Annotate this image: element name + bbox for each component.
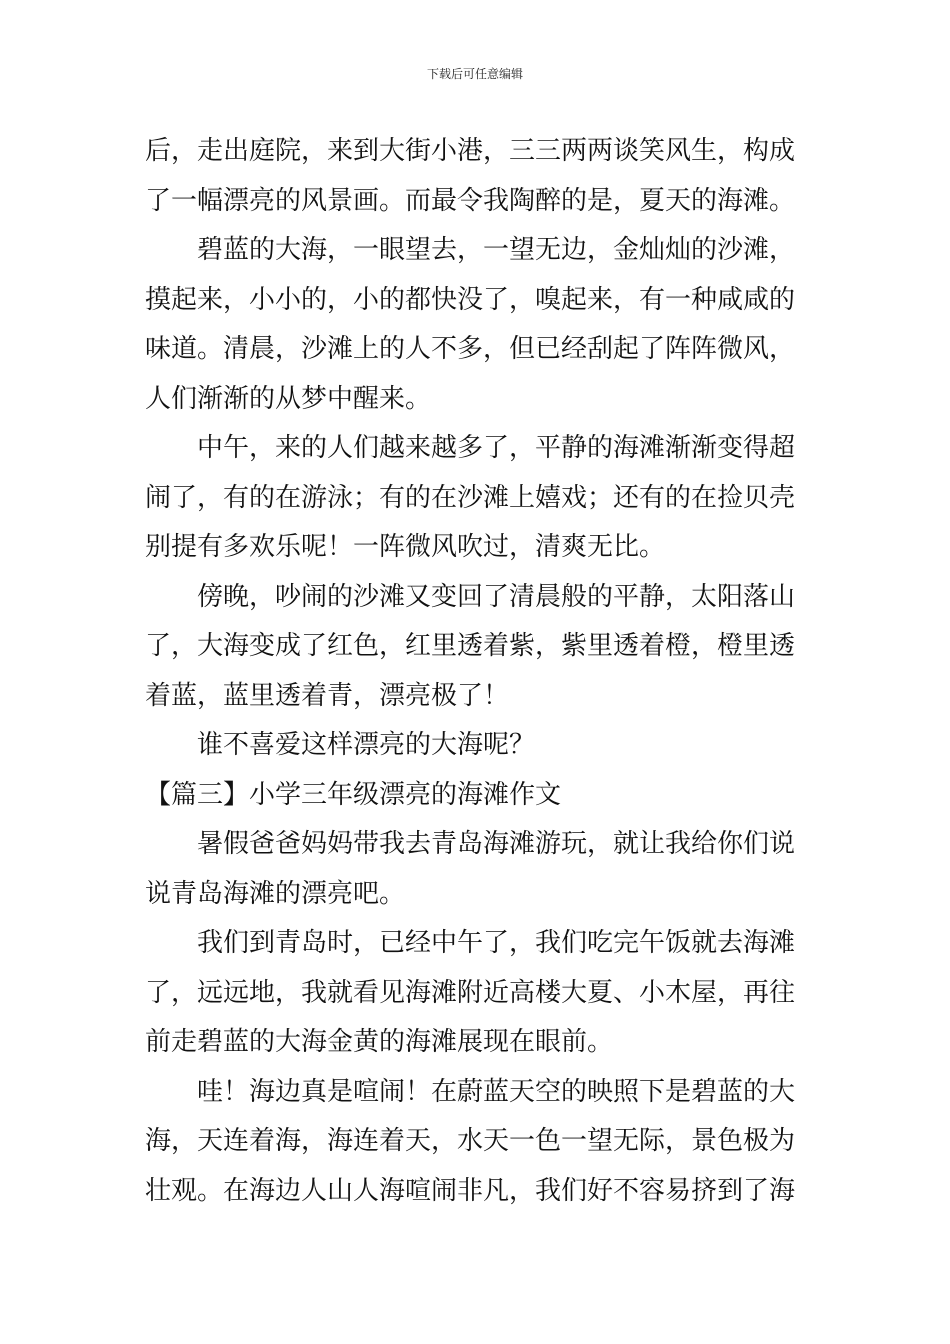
text-line: 前走碧蓝的大海金黄的海滩展现在眼前。: [145, 1027, 614, 1057]
text-line: 了一幅漂亮的风景画。而最令我陶醉的是，夏天的海滩。: [145, 185, 796, 216]
text-line: 后，走出庭院，来到大街小港，三三两两谈笑风生，构成: [145, 136, 796, 166]
page-header: 下载后可任意编辑: [426, 67, 523, 81]
text-line: 碧蓝的大海，一眼望去，一望无边，金灿灿的沙滩，: [197, 235, 796, 265]
text-line: 傍晚，吵闹的沙滩又变回了清晨般的平静，太阳落山: [197, 581, 796, 612]
text-line: 人们渐渐的从梦中醒来。: [145, 383, 432, 414]
text-line: 别提有多欢乐呢！一阵微风吹过，清爽无比。: [145, 532, 666, 562]
text-line: 味道。清晨，沙滩上的人不多，但已经刮起了阵阵微风，: [145, 334, 796, 364]
text-line: 说青岛海滩的漂亮吧。: [145, 878, 406, 909]
text-line: 壮观。在海边人山人海喧闹非凡，我们好不容易挤到了海: [145, 1175, 796, 1206]
text-line: 海，天连着海，海连着天，水天一色一望无际，景色极为: [145, 1126, 796, 1156]
text-line: 闹了，有的在游泳；有的在沙滩上嬉戏；还有的在捡贝壳: [145, 482, 796, 513]
text-line: 哇！海边真是喧闹！在蔚蓝天空的映照下是碧蓝的大: [197, 1076, 796, 1107]
text-line: 中午，来的人们越来越多了，平静的海滩渐渐变得超: [197, 433, 796, 463]
text-line: 我们到青岛时，已经中午了，我们吃完午饭就去海滩: [197, 928, 796, 958]
text-line: 暑假爸爸妈妈带我去青岛海滩游玩，就让我给你们说: [197, 829, 796, 859]
text-line: 着蓝，蓝里透着青，漂亮极了！: [145, 680, 510, 711]
text-line: 了，远远地，我就看见海滩附近高楼大夏、小木屋，再往: [145, 977, 796, 1008]
text-line: 【篇三】小学三年级漂亮的海滩作文: [145, 779, 562, 810]
text-line: 摸起来，小小的，小的都快没了，嗅起来，有一种咸咸的: [145, 284, 796, 315]
document-body: [145, 127, 810, 1216]
text-line: 了，大海变成了红色，红里透着紫，紫里透着橙，橙里透: [145, 631, 796, 661]
text-line: 谁不喜爱这样漂亮的大海呢？: [197, 730, 536, 760]
